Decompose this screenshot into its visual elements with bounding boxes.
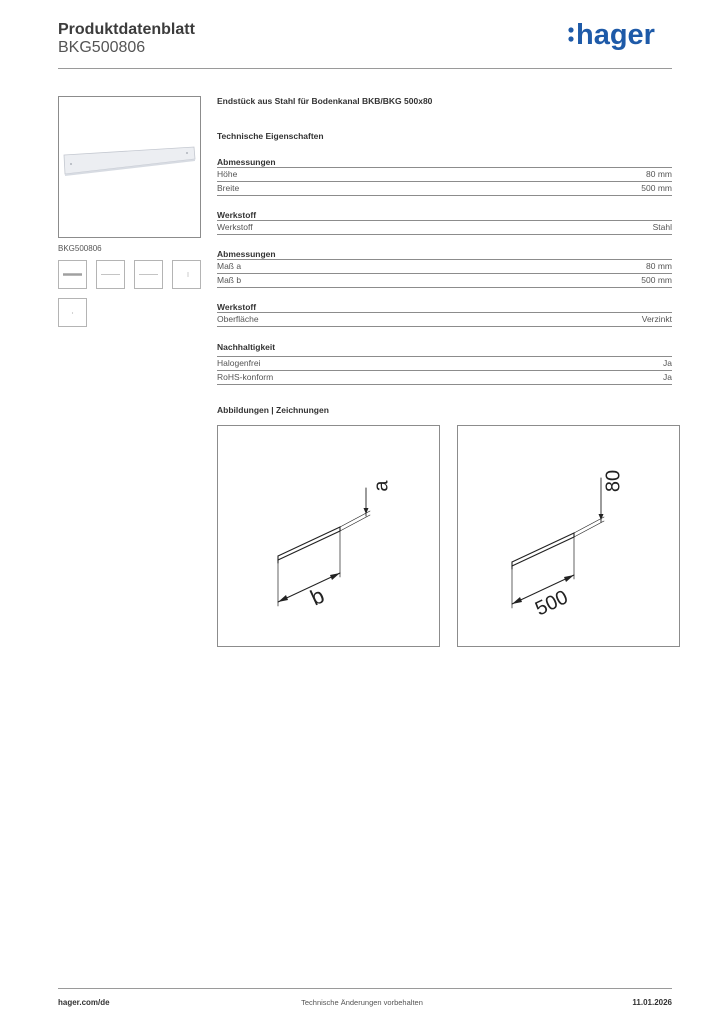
dimension-b-label: b bbox=[306, 582, 329, 611]
header-divider bbox=[58, 68, 672, 69]
footer-date: 11.01.2026 bbox=[632, 998, 672, 1007]
footer-website-link[interactable]: hager.com/de bbox=[58, 998, 110, 1007]
thumbnail-3[interactable] bbox=[134, 260, 163, 289]
spec-value: 80 mm bbox=[646, 261, 672, 271]
spec-label: Maß b bbox=[217, 275, 242, 285]
tech-heading: Technische Eigenschaften bbox=[217, 131, 324, 141]
section-title: Abmessungen bbox=[217, 156, 672, 168]
dimension-height-label: 80 bbox=[602, 469, 625, 493]
spec-value: Stahl bbox=[652, 222, 672, 232]
spec-label: Werkstoff bbox=[217, 222, 253, 232]
spec-row bbox=[217, 371, 672, 385]
drawings-heading: Abbildungen | Zeichnungen bbox=[217, 405, 329, 415]
spec-value: 80 mm bbox=[646, 169, 672, 179]
spec-row bbox=[217, 182, 672, 196]
section-title: Werkstoff bbox=[217, 301, 672, 313]
spec-label: Halogenfrei bbox=[217, 358, 261, 368]
spec-row bbox=[217, 260, 672, 274]
spec-section bbox=[217, 156, 672, 196]
thumbnail-5[interactable] bbox=[58, 298, 87, 327]
logo-text: hager bbox=[576, 19, 655, 51]
spec-value: Verzinkt bbox=[641, 314, 672, 324]
drawing-letters bbox=[217, 425, 440, 647]
spec-label: Maß a bbox=[217, 261, 242, 271]
drawing-values bbox=[457, 425, 680, 647]
spec-row bbox=[217, 221, 672, 235]
spec-label: Breite bbox=[217, 183, 240, 193]
spec-row bbox=[217, 357, 672, 371]
spec-row bbox=[217, 274, 672, 288]
spec-value: Ja bbox=[663, 372, 672, 382]
spec-value: 500 mm bbox=[641, 275, 672, 285]
article-number: BKG500806 bbox=[58, 39, 146, 56]
page-title: Produktdatenblatt bbox=[58, 21, 195, 38]
spec-value: 500 mm bbox=[641, 183, 672, 193]
product-image bbox=[58, 96, 201, 238]
thumbnail-4[interactable] bbox=[172, 260, 201, 289]
spec-section bbox=[217, 341, 672, 385]
section-title: Werkstoff bbox=[217, 209, 672, 221]
spec-row bbox=[217, 168, 672, 182]
thumbnail-1[interactable] bbox=[58, 260, 87, 289]
dimension-a-label: a bbox=[370, 480, 393, 492]
product-description: Endstück aus Stahl für Bodenkanal BKB/BKG 500x80 bbox=[217, 96, 433, 106]
hager-logo bbox=[566, 14, 662, 54]
spec-label: Höhe bbox=[217, 169, 238, 179]
spec-section bbox=[217, 209, 672, 235]
footer-notice: Technische Änderungen vorbehalten bbox=[301, 998, 423, 1007]
footer-divider bbox=[58, 988, 672, 989]
spec-section bbox=[217, 248, 672, 288]
image-caption: BKG500806 bbox=[58, 244, 102, 253]
spec-label: Oberfläche bbox=[217, 314, 259, 324]
spec-label: RoHS-konform bbox=[217, 372, 274, 382]
spec-row bbox=[217, 313, 672, 327]
dimension-width-label: 500 bbox=[531, 586, 572, 621]
spec-value: Ja bbox=[663, 358, 672, 368]
thumbnail-2[interactable] bbox=[96, 260, 125, 289]
section-title: Abmessungen bbox=[217, 248, 672, 260]
spec-section bbox=[217, 301, 672, 327]
section-title: Nachhaltigkeit bbox=[217, 341, 672, 357]
